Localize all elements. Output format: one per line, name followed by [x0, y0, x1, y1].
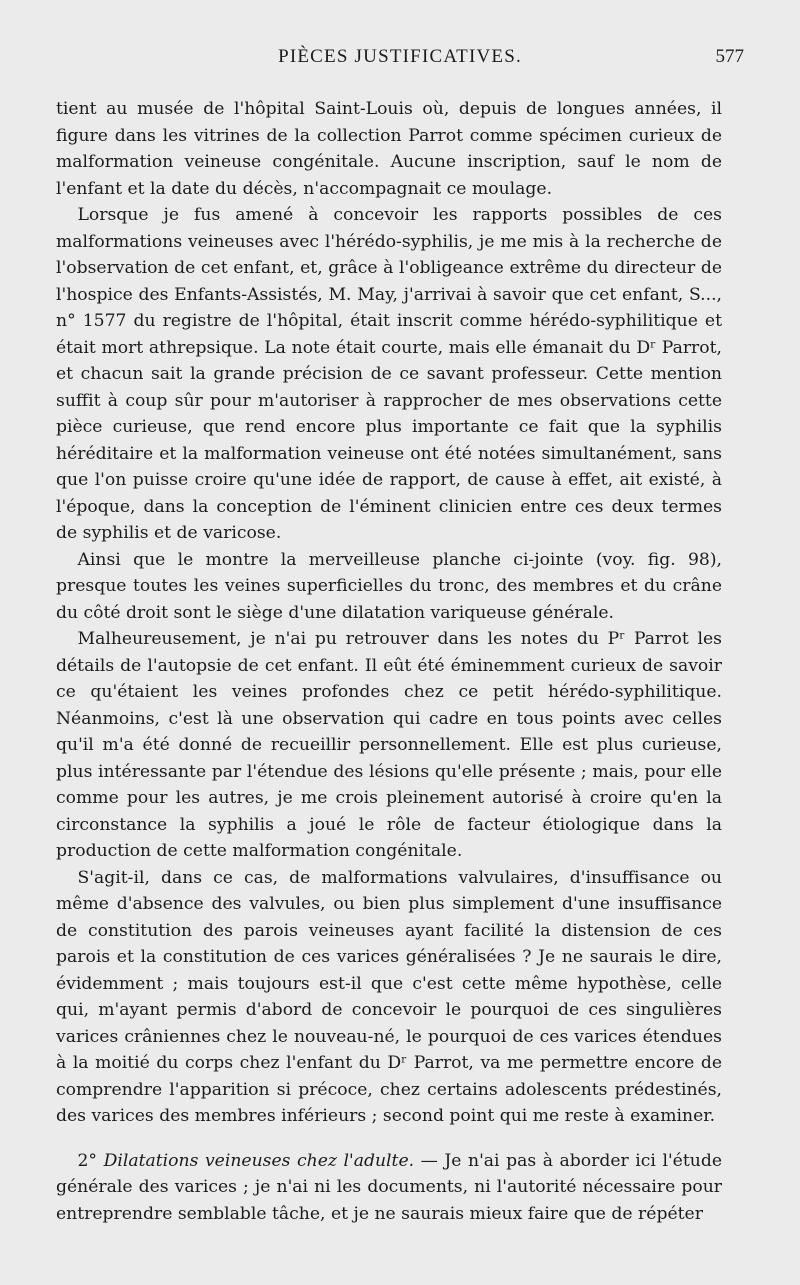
paragraph: S'agit-il, dans ce cas, de malformations valvulaires, d'insuffisance ou même d'absence des valvules, ou bien plus simplement d'une insuffisance de constitution des parois veineuses ayant facilité la distension de ces parois et la constitution de ces varices généralisées ? Je ne saurais le dire, évidemment ; mais toujours est-il que c'est cette même hypothèse, celle qui, m'ayant permis d'abord de concevoir le pourquoi de ces singulières varices crâniennes chez le nouveau-né, le pourquoi de ces varices étendues à la moitié du corps chez l'enfant du Dʳ Parrot, va me permettre encore de comprendre l'apparition si précoce, chez certains adolescents prédestinés, des varices des membres inférieurs ; second point qui me reste à examiner. [56, 867, 722, 1126]
section-text: — Je n'ai pas à aborder ici l'étude générale des varices ; je n'ai ni les documents, ni l'autorité nécessaire pour entreprendre semblable tâche, et je ne saurais mieux faire que de répéter [56, 1150, 722, 1224]
paragraph: Lorsque je fus amené à concevoir les rapports possibles de ces malformations veineuses avec l'hérédo-syphilis, je me mis à la recherche de l'observation de cet enfant, et, grâce à l'obligeance extrême du directeur de l'hospice des Enfants-Assistés, M. May, j'arrivai à savoir que cet enfant, S..., n° 1577 du registre de l'hôpital, était inscrit comme hérédo-syphilitique et était mort athrepsique. La note était courte, mais elle émanait du Dʳ Parrot, et chacun sait la grande précision de ce savant professeur. Cette mention suffit à coup sûr pour m'autoriser à rapprocher de mes observations cette pièce curieuse, que rend encore plus importante ce fait que la syphilis héréditaire et la malformation veineuse ont été notées simultanément, sans que l'on puisse croire qu'une idée de rapport, de cause à effet, ait existé, à l'époque, dans la conception de l'éminent clinicien entre ces deux termes de syphilis et de varicose. [56, 205, 722, 543]
section-title: Dilatations veineuses chez l'adulte. [103, 1150, 415, 1171]
section-number: 2° [77, 1150, 98, 1171]
section-paragraph [56, 1148, 722, 1228]
body-text [56, 96, 722, 1227]
running-head-title: PIÈCES JUSTIFICATIVES. [278, 46, 522, 67]
running-header [0, 46, 800, 76]
page-number: 577 [715, 46, 744, 67]
paragraph: Ainsi que le montre la merveilleuse planche ci-jointe (voy. fig. 98), presque toutes les veines superficielles du tronc, des membres et du crâne du côté droit sont le siège d'une dilatation variqueuse générale. [56, 549, 722, 623]
paragraph-continued: tient au musée de l'hôpital Saint-Louis où, depuis de longues années, il figure dans les vitrines de la collection Parrot comme spécimen curieux de malformation veineuse congénitale. Aucune inscription, sauf le nom de l'enfant et la date du décès, n'accompagnait ce moulage. [56, 99, 722, 199]
paragraph: Malheureusement, je n'ai pu retrouver dans les notes du Pʳ Parrot les détails de l'autopsie de cet enfant. Il eût été éminemment curieux de savoir ce qu'étaient les veines profondes chez ce petit hérédo-syphilitique. Néanmoins, c'est là une observation qui cadre en tous points avec celles qu'il m'a été donné de recueillir personnellement. Elle est plus curieuse, plus intéressante par l'étendue des lésions qu'elle présente ; mais, pour elle comme pour les autres, je me crois pleinement autorisé à croire qu'en la circonstance la syphilis a joué le rôle de facteur étiologique dans la production de cette malformation congénitale. [56, 629, 722, 861]
